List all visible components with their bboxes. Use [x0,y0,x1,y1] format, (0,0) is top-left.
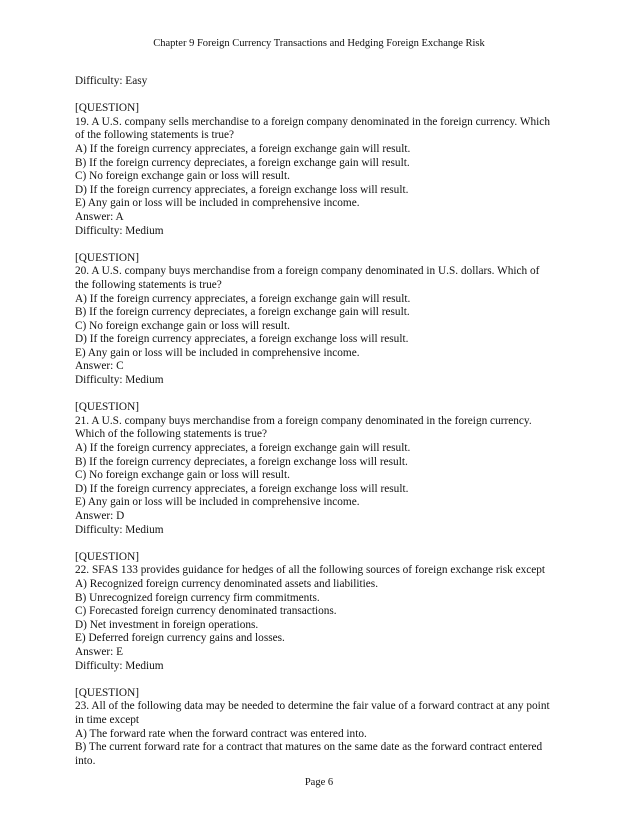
question-block [75,551,575,673]
text-line: B) Unrecognized foreign currency firm commitments. [75,591,320,604]
document-body [75,75,575,782]
page-header: Chapter 9 Foreign Currency Transactions and Hedging Foreign Exchange Risk [153,38,485,49]
text-line: C) No foreign exchange gain or loss will result. [75,319,290,332]
text-line: B) If the foreign currency depreciates, a foreign exchange gain will result. [75,156,410,169]
text-line: C) No foreign exchange gain or loss will result. [75,170,290,183]
text-line: D) Net investment in foreign operations. [75,618,259,631]
text-line: [QUESTION] [75,550,140,563]
difficulty-block [75,75,575,89]
text-line: A) The forward rate when the forward contract was entered into. [75,727,367,740]
text-line: Answer: D [75,510,125,522]
question-block [75,252,575,388]
question-block [75,401,575,537]
text-line: 22. SFAS 133 provides guidance for hedges of all the following sources of foreign exchange risk except [75,564,546,577]
text-line: 19. A U.S. company sells merchandise to a foreign company denominated in the foreign currency. Which [75,115,550,128]
text-line: Difficulty: Easy [75,75,148,87]
text-line: Answer: E [75,645,124,658]
text-line: in time except [75,713,139,726]
text-line: 23. All of the following data may be needed to determine the fair value of a forward contract at any point [75,700,550,713]
text-line: E) Any gain or loss will be included in comprehensive income. [75,346,360,359]
text-line: C) Forecasted foreign currency denominated transactions. [75,605,337,618]
page-footer: Page 6 [304,777,334,788]
text-line: Which of the following statements is true? [75,428,267,441]
text-line: Difficulty: Medium [75,224,164,237]
text-line: into. [75,754,96,767]
text-line: Difficulty: Medium [75,523,164,536]
text-line: B) The current forward rate for a contract that matures on the same date as the forward contract entered [75,741,543,754]
text-line: [QUESTION] [75,401,140,414]
text-line: E) Any gain or loss will be included in comprehensive income. [75,496,360,509]
text-line: B) If the foreign currency depreciates, a foreign exchange gain will result. [75,306,410,319]
text-line: [QUESTION] [75,686,140,699]
text-line: of the following statements is true? [75,129,235,142]
text-line: D) If the foreign currency appreciates, a foreign exchange loss will result. [75,333,409,346]
text-line: D) If the foreign currency appreciates, a foreign exchange loss will result. [75,183,409,196]
text-line: B) If the foreign currency depreciates, a foreign exchange loss will result. [75,455,408,468]
text-line: Answer: C [75,360,124,373]
text-line: E) Deferred foreign currency gains and losses. [75,632,285,645]
text-line: Answer: A [75,210,124,223]
text-line: [QUESTION] [75,251,140,264]
text-line: A) If the foreign currency appreciates, a foreign exchange gain will result. [75,292,411,305]
text-line: the following statements is true? [75,278,222,291]
text-line: A) Recognized foreign currency denominated assets and liabilities. [75,577,379,590]
text-line: A) If the foreign currency appreciates, a foreign exchange gain will result. [75,142,411,155]
text-line: Difficulty: Medium [75,659,164,672]
text-line: A) If the foreign currency appreciates, a foreign exchange gain will result. [75,442,411,455]
text-line: C) No foreign exchange gain or loss will result. [75,469,290,482]
text-line: E) Any gain or loss will be included in comprehensive income. [75,197,360,210]
text-line: D) If the foreign currency appreciates, a foreign exchange loss will result. [75,482,409,495]
text-line: Difficulty: Medium [75,374,164,387]
question-block [75,102,575,238]
text-line: 20. A U.S. company buys merchandise from a foreign company denominated in U.S. dollars. Which of [75,265,540,278]
question-block [75,687,575,769]
text-line: 21. A U.S. company buys merchandise from a foreign company denominated in the foreign currency. [75,414,532,427]
text-line: [QUESTION] [75,102,140,115]
